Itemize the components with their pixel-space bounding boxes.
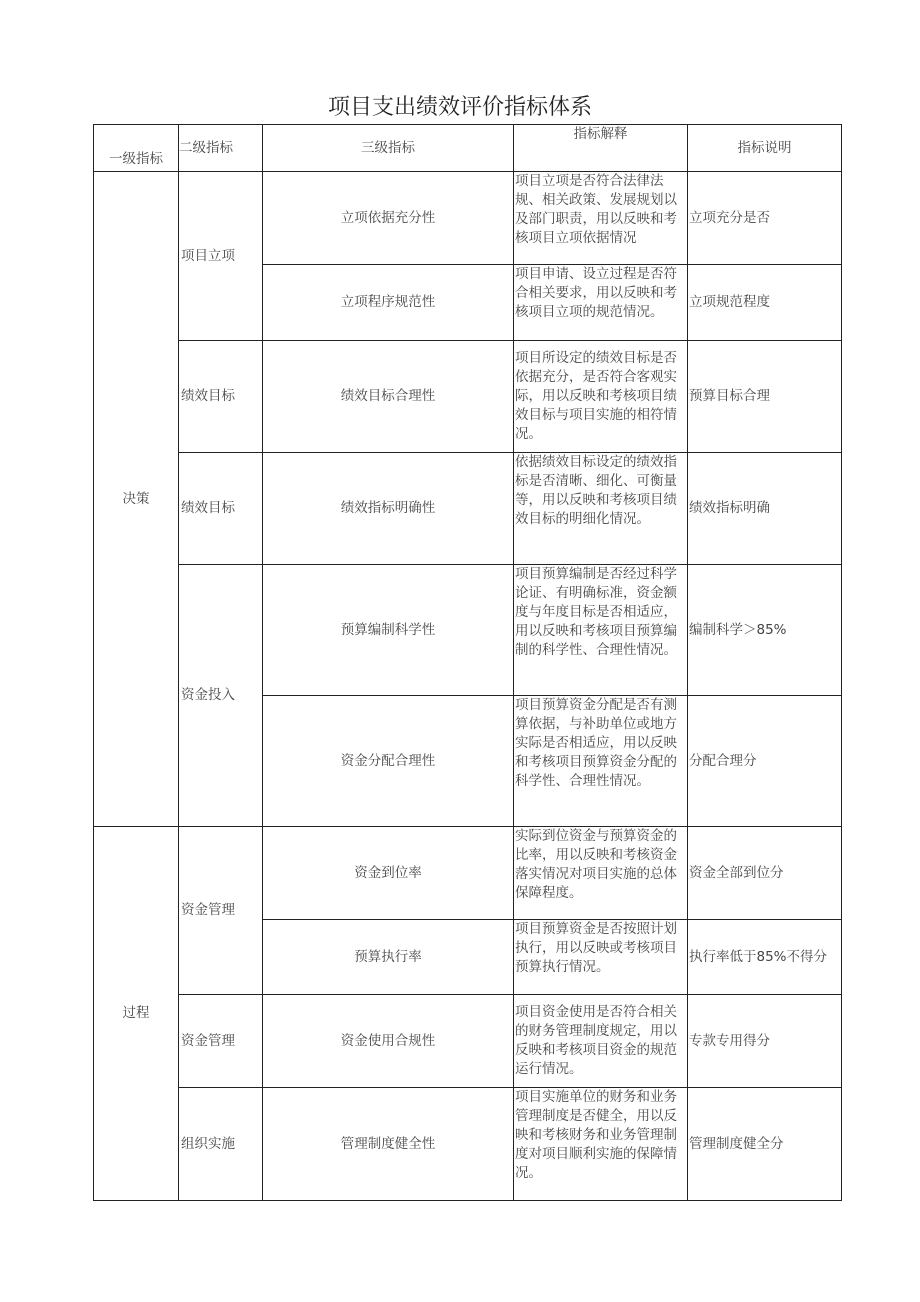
explanation-cell: 项目实施单位的财务和业务管理制度是否健全，用以反映和考核财务和业务管理制度对项目顺利实施的保障情况。 — [514, 1088, 688, 1201]
header-level1: 一级指标 — [94, 125, 179, 172]
explanation-cell: 项目预算编制是否经过科学论证、有明确标准，资金额度与年度目标是否相适应，用以反映和考核项目预算编制的科学性、合理性情况。 — [514, 565, 688, 696]
level2-perf-goal: 绩效目标 — [179, 453, 263, 565]
level3-cell: 预算执行率 — [263, 920, 514, 995]
group-process: 过程 — [94, 827, 179, 1201]
table-header-row — [94, 125, 842, 172]
explanation-cell: 实际到位资金与预算资金的比率，用以反映和考核资金落实情况对项目实施的总体保障程度。 — [514, 827, 688, 920]
level2-fund-mgmt: 资金管理 — [179, 995, 263, 1088]
indicator-table — [93, 124, 842, 1201]
level3-cell: 立项依据充分性 — [263, 172, 514, 265]
explanation-cell: 项目申请、设立过程是否符合相关要求，用以反映和考核项目立项的规范情况。 — [514, 265, 688, 341]
level2-perf-goal: 绩效目标 — [179, 341, 263, 453]
page-title: 项目支出绩效评价指标体系 — [327, 95, 592, 120]
note-cell: 预算目标合理 — [688, 341, 842, 453]
level2-project-setup: 项目立项 — [179, 172, 263, 341]
note-cell: 编制科学＞85% — [688, 565, 842, 696]
explanation-cell: 项目预算资金分配是否有测算依据，与补助单位或地方实际是否相适应，用以反映和考核项目预算资金分配的科学性、合理性情况。 — [514, 696, 688, 827]
header-level3: 三级指标 — [263, 125, 514, 172]
level2-fund-input: 资金投入 — [179, 565, 263, 827]
note-cell: 立项充分是否 — [688, 172, 842, 265]
note-cell: 资金全部到位分 — [688, 827, 842, 920]
level3-cell: 立项程序规范性 — [263, 265, 514, 341]
note-cell: 专款专用得分 — [688, 995, 842, 1088]
level3-cell: 绩效指标明确性 — [263, 453, 514, 565]
note-cell: 执行率低于85%不得分 — [688, 920, 842, 995]
note-cell: 绩效指标明确 — [688, 453, 842, 565]
group-decision: 决策 — [94, 172, 179, 827]
explanation-cell: 项目所设定的绩效目标是否依据充分，是否符合客观实际，用以反映和考核项目绩效目标与项目实施的相符情况。 — [514, 341, 688, 453]
note-cell: 立项规范程度 — [688, 265, 842, 341]
level2-fund-mgmt: 资金管理 — [179, 827, 263, 995]
level3-cell: 管理制度健全性 — [263, 1088, 514, 1201]
note-cell: 分配合理分 — [688, 696, 842, 827]
explanation-cell: 项目资金使用是否符合相关的财务管理制度规定，用以反映和考核项目资金的规范运行情况。 — [514, 995, 688, 1088]
table-row — [94, 565, 842, 696]
header-note: 指标说明 — [688, 125, 842, 172]
table-row — [94, 827, 842, 920]
explanation-cell: 项目立项是否符合法律法规、相关政策、发展规划以及部门职责，用以反映和考核项目立项依据情况 — [514, 172, 688, 265]
note-cell: 管理制度健全分 — [688, 1088, 842, 1201]
header-level2: 二级指标 — [179, 125, 263, 172]
level3-cell: 资金到位率 — [263, 827, 514, 920]
table-row — [94, 1088, 842, 1201]
header-explanation: 指标解释 — [514, 125, 688, 172]
level3-cell: 资金分配合理性 — [263, 696, 514, 827]
table-row — [94, 341, 842, 453]
table-row — [94, 453, 842, 565]
explanation-cell: 依据绩效目标设定的绩效指标是否清晰、细化、可衡量等，用以反映和考核项目绩效目标的明细化情况。 — [514, 453, 688, 565]
level2-org-impl: 组织实施 — [179, 1088, 263, 1201]
table-row — [94, 172, 842, 265]
explanation-cell: 项目预算资金是否按照计划执行，用以反映或考核项目预算执行情况。 — [514, 920, 688, 995]
table-row — [94, 995, 842, 1088]
level3-cell: 预算编制科学性 — [263, 565, 514, 696]
level3-cell: 资金使用合规性 — [263, 995, 514, 1088]
level3-cell: 绩效目标合理性 — [263, 341, 514, 453]
